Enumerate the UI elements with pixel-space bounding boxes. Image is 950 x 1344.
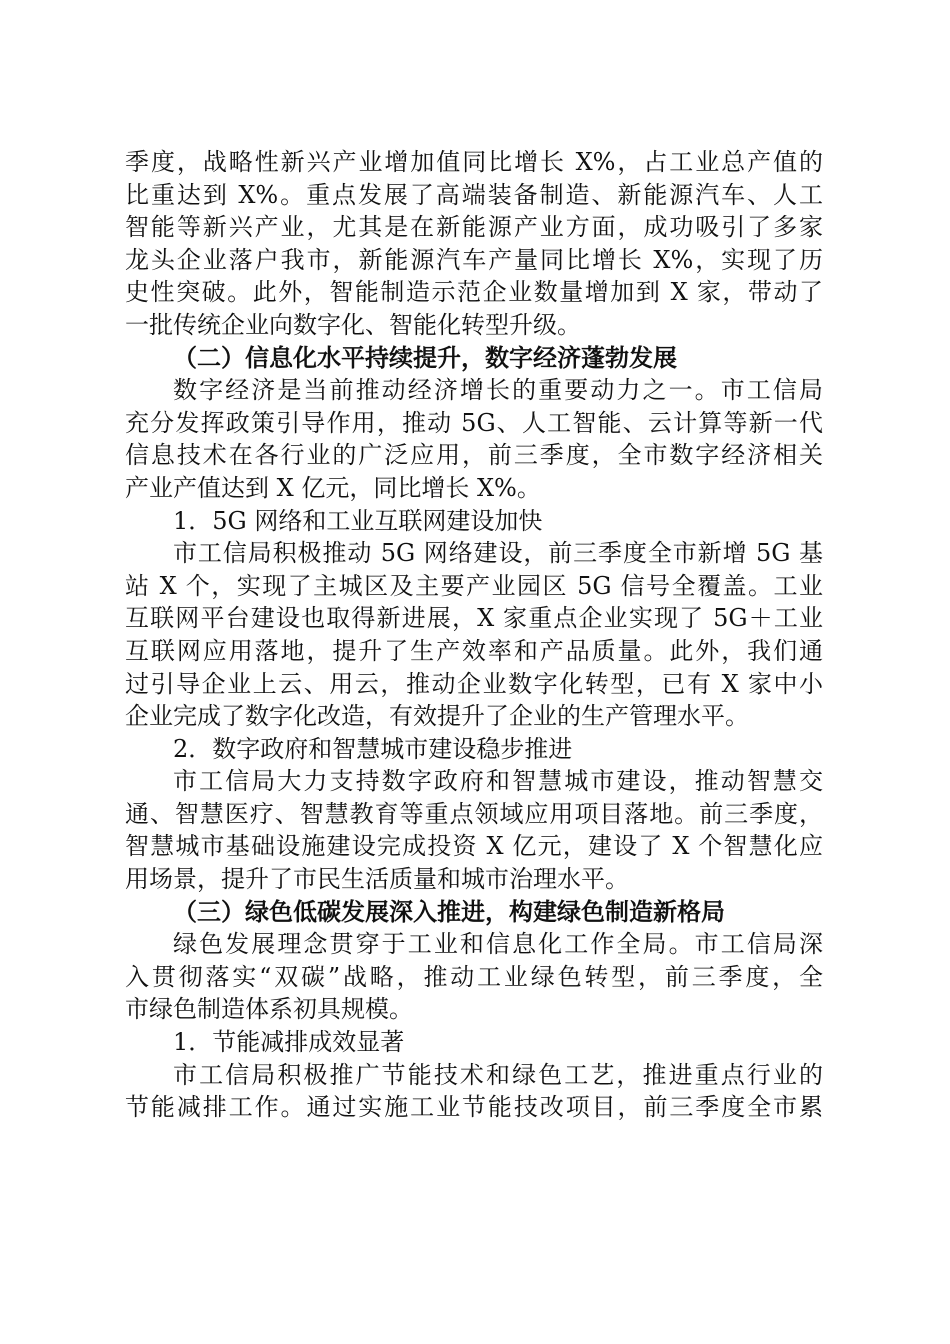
paragraph-line: 互联网平台建设也取得新进展，X 家重点企业实现了 5G＋工业 — [125, 604, 823, 633]
subsection-heading: 2．数字政府和智慧城市建设稳步推进 — [173, 734, 573, 763]
paragraph-line: 数字经济是当前推动经济增长的重要动力之一。市工信局 — [173, 376, 823, 405]
paragraph-line: 充分发挥政策引导作用，推动 5G、人工智能、云计算等新一代 — [125, 408, 823, 437]
paragraph-line: 市工信局积极推动 5G 网络建设，前三季度全市新增 5G 基 — [173, 539, 823, 568]
paragraph-line: 站 X 个，实现了主城区及主要产业园区 5G 信号全覆盖。工业 — [125, 571, 823, 600]
paragraph-line: 季度，战略性新兴产业增加值同比增长 X%，占工业总产值的 — [125, 148, 823, 176]
paragraph-line: 产业产值达到 X 亿元，同比增长 X%。 — [125, 473, 541, 502]
paragraph-line: 市工信局积极推广节能技术和绿色工艺，推进重点行业的 — [173, 1060, 823, 1089]
paragraph-line: 智能等新兴产业，尤其是在新能源产业方面，成功吸引了多家 — [125, 213, 823, 242]
paragraph-line: 用场景，提升了市民生活质量和城市治理水平。 — [125, 865, 629, 894]
paragraph-line: 史性突破。此外，智能制造示范企业数量增加到 X 家，带动了 — [125, 278, 823, 307]
paragraph-line: 互联网应用落地，提升了生产效率和产品质量。此外，我们通 — [125, 636, 823, 665]
paragraph-line: 过引导企业上云、用云，推动企业数字化转型，已有 X 家中小 — [125, 669, 823, 698]
paragraph-line: 通、智慧医疗、智慧教育等重点领域应用项目落地。前三季度， — [125, 799, 823, 828]
paragraph-line: 比重达到 X%。重点发展了高端装备制造、新能源汽车、人工 — [125, 180, 823, 209]
paragraph-line: 智慧城市基础设施建设完成投资 X 亿元，建设了 X 个智慧化应 — [125, 832, 823, 861]
paragraph-line: 一批传统企业向数字化、智能化转型升级。 — [125, 310, 581, 339]
paragraph-line: 绿色发展理念贯穿于工业和信息化工作全局。市工信局深 — [173, 930, 823, 959]
subsection-heading: 1．节能减排成效显著 — [173, 1028, 405, 1057]
paragraph-line: 入贯彻落实“双碳”战略，推动工业绿色转型，前三季度，全 — [125, 962, 823, 991]
paragraph-line: 市工信局大力支持数字政府和智慧城市建设，推动智慧交 — [173, 767, 823, 796]
paragraph-line: 市绿色制造体系初具规模。 — [125, 995, 413, 1024]
document-body — [125, 146, 823, 1124]
paragraph-line: 龙头企业落户我市，新能源汽车产量同比增长 X%，实现了历 — [125, 245, 823, 274]
subsection-heading: 1．5G 网络和工业互联网建设加快 — [173, 506, 543, 535]
paragraph-line: 企业完成了数字化改造，有效提升了企业的生产管理水平。 — [125, 702, 749, 731]
paragraph-line: 节能减排工作。通过实施工业节能技改项目，前三季度全市累 — [125, 1093, 823, 1122]
section-heading: （三）绿色低碳发展深入推进，构建绿色制造新格局 — [173, 896, 725, 926]
section-heading: （二）信息化水平持续提升，数字经济蓬勃发展 — [173, 342, 677, 372]
paragraph-line: 信息技术在各行业的广泛应用，前三季度，全市数字经济相关 — [125, 441, 823, 470]
